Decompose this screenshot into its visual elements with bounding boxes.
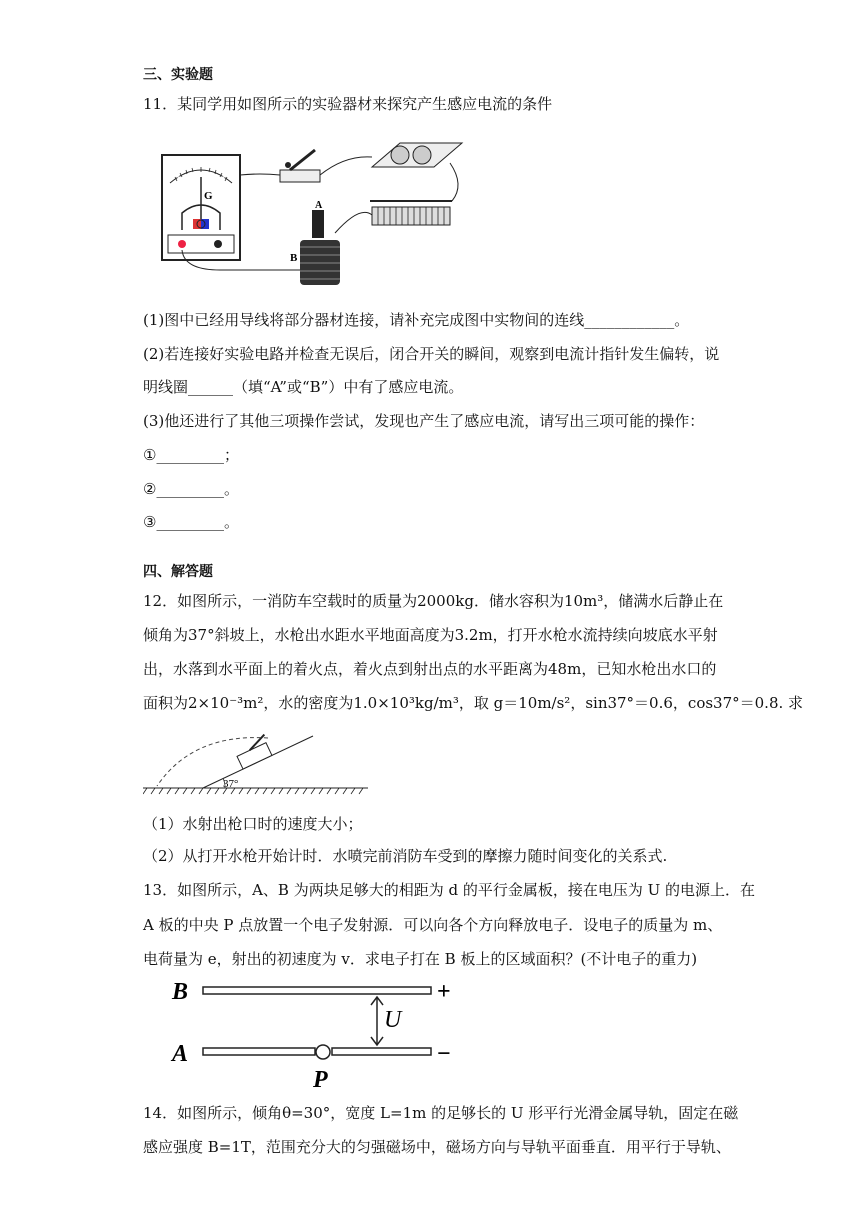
plate-b xyxy=(203,987,431,994)
q13-plates-figure xyxy=(170,975,470,1090)
meter-label: G xyxy=(204,190,213,202)
emitter-point xyxy=(316,1045,330,1059)
voltage-label: U xyxy=(384,1007,402,1033)
q12-sub2: （2）从打开水枪开始计时．水喷完前消防车受到的摩擦力随时间变化的关系式. xyxy=(143,847,668,865)
q11-part2-line2: 明线圈______（填“A”或“B”）中有了感应电流。 xyxy=(143,378,464,396)
q14-line1: 14．如图所示，倾角θ=30°，宽度 L=1m 的足够长的 U 形平行光滑金属导轨，固定在磁 xyxy=(143,1104,739,1122)
q12-line1: 12．如图所示，一消防车空载时的质量为2000kg．储水容积为10m³，储满水后静止在 xyxy=(143,592,724,610)
q11-blank-1: ①_________； xyxy=(143,446,239,464)
plate-b-label: B xyxy=(172,979,189,1005)
angle-label: 37° xyxy=(223,778,239,790)
q11-blank-3: ③_________。 xyxy=(143,513,239,531)
q13-line2: A 板的中央 P 点放置一个电子发射源．可以向各个方向释放电子．设电子的质量为 m、 xyxy=(143,916,723,934)
switch-icon xyxy=(280,150,320,182)
point-p-label: P xyxy=(313,1067,328,1090)
galvanometer-icon xyxy=(162,155,240,260)
coil-b-label: B xyxy=(290,252,298,264)
plate-a-label: A xyxy=(172,1041,189,1067)
q12-line2: 倾角为37°斜坡上，水枪出水距水平地面高度为3.2m，打开水枪水流持续向坡底水平射 xyxy=(143,626,718,644)
q13-line3: 电荷量为 e，射出的初速度为 v．求电子打在 B 板上的区域面积？(不计电子的重力) xyxy=(143,950,698,968)
q11-stem: 11．某同学用如图所示的实验器材来探究产生感应电流的条件 xyxy=(143,95,553,113)
coil-icon xyxy=(300,210,340,285)
plus-sign: + xyxy=(437,979,451,1005)
q13-line1: 13．如图所示，A、B 为两块足够大的相距为 d 的平行金属板，接在电压为 U 的电源上．在 xyxy=(143,881,756,899)
q11-part3: (3)他还进行了其他三项操作尝试，发现也产生了感应电流，请写出三项可能的操作： xyxy=(143,412,705,430)
q11-part1: (1)图中已经用导线将部分器材连接，请补充完成图中实物间的连线____________。 xyxy=(143,311,690,329)
q12-line3: 出，水落到水平面上的着火点，着火点到射出点的水平距离为48m，已知水枪出水口的 xyxy=(143,660,717,678)
q12-sub1: （1）水射出枪口时的速度大小； xyxy=(143,815,363,833)
q11-blank-2: ②_________。 xyxy=(143,480,239,498)
q11-part2-line1: (2)若连接好实验电路并检查无误后，闭合开关的瞬间，观察到电流计指针发生偏转，说 xyxy=(143,345,720,363)
q11-apparatus-figure xyxy=(160,135,470,295)
rheostat-icon xyxy=(370,201,452,225)
q12-line4: 面积为2×10⁻³m²，水的密度为1.0×10³kg/m³，取 g＝10m/s²，sin37°＝0.6，cos37°＝0.8. 求 xyxy=(143,694,804,712)
q12-slope-figure xyxy=(143,728,373,800)
plate-a-right xyxy=(332,1048,431,1055)
section-heading-experiment: 三、实验题 xyxy=(143,67,213,83)
fire-truck-icon xyxy=(234,735,274,769)
battery-icon xyxy=(372,143,462,167)
plate-a-left xyxy=(203,1048,315,1055)
q14-line2: 感应强度 B=1T，范围充分大的匀强磁场中，磁场方向与导轨平面垂直．用平行于导轨、 xyxy=(143,1138,731,1156)
coil-a-label: A xyxy=(315,200,323,211)
minus-sign: − xyxy=(437,1041,451,1067)
section-heading-solve: 四、解答题 xyxy=(143,564,213,580)
